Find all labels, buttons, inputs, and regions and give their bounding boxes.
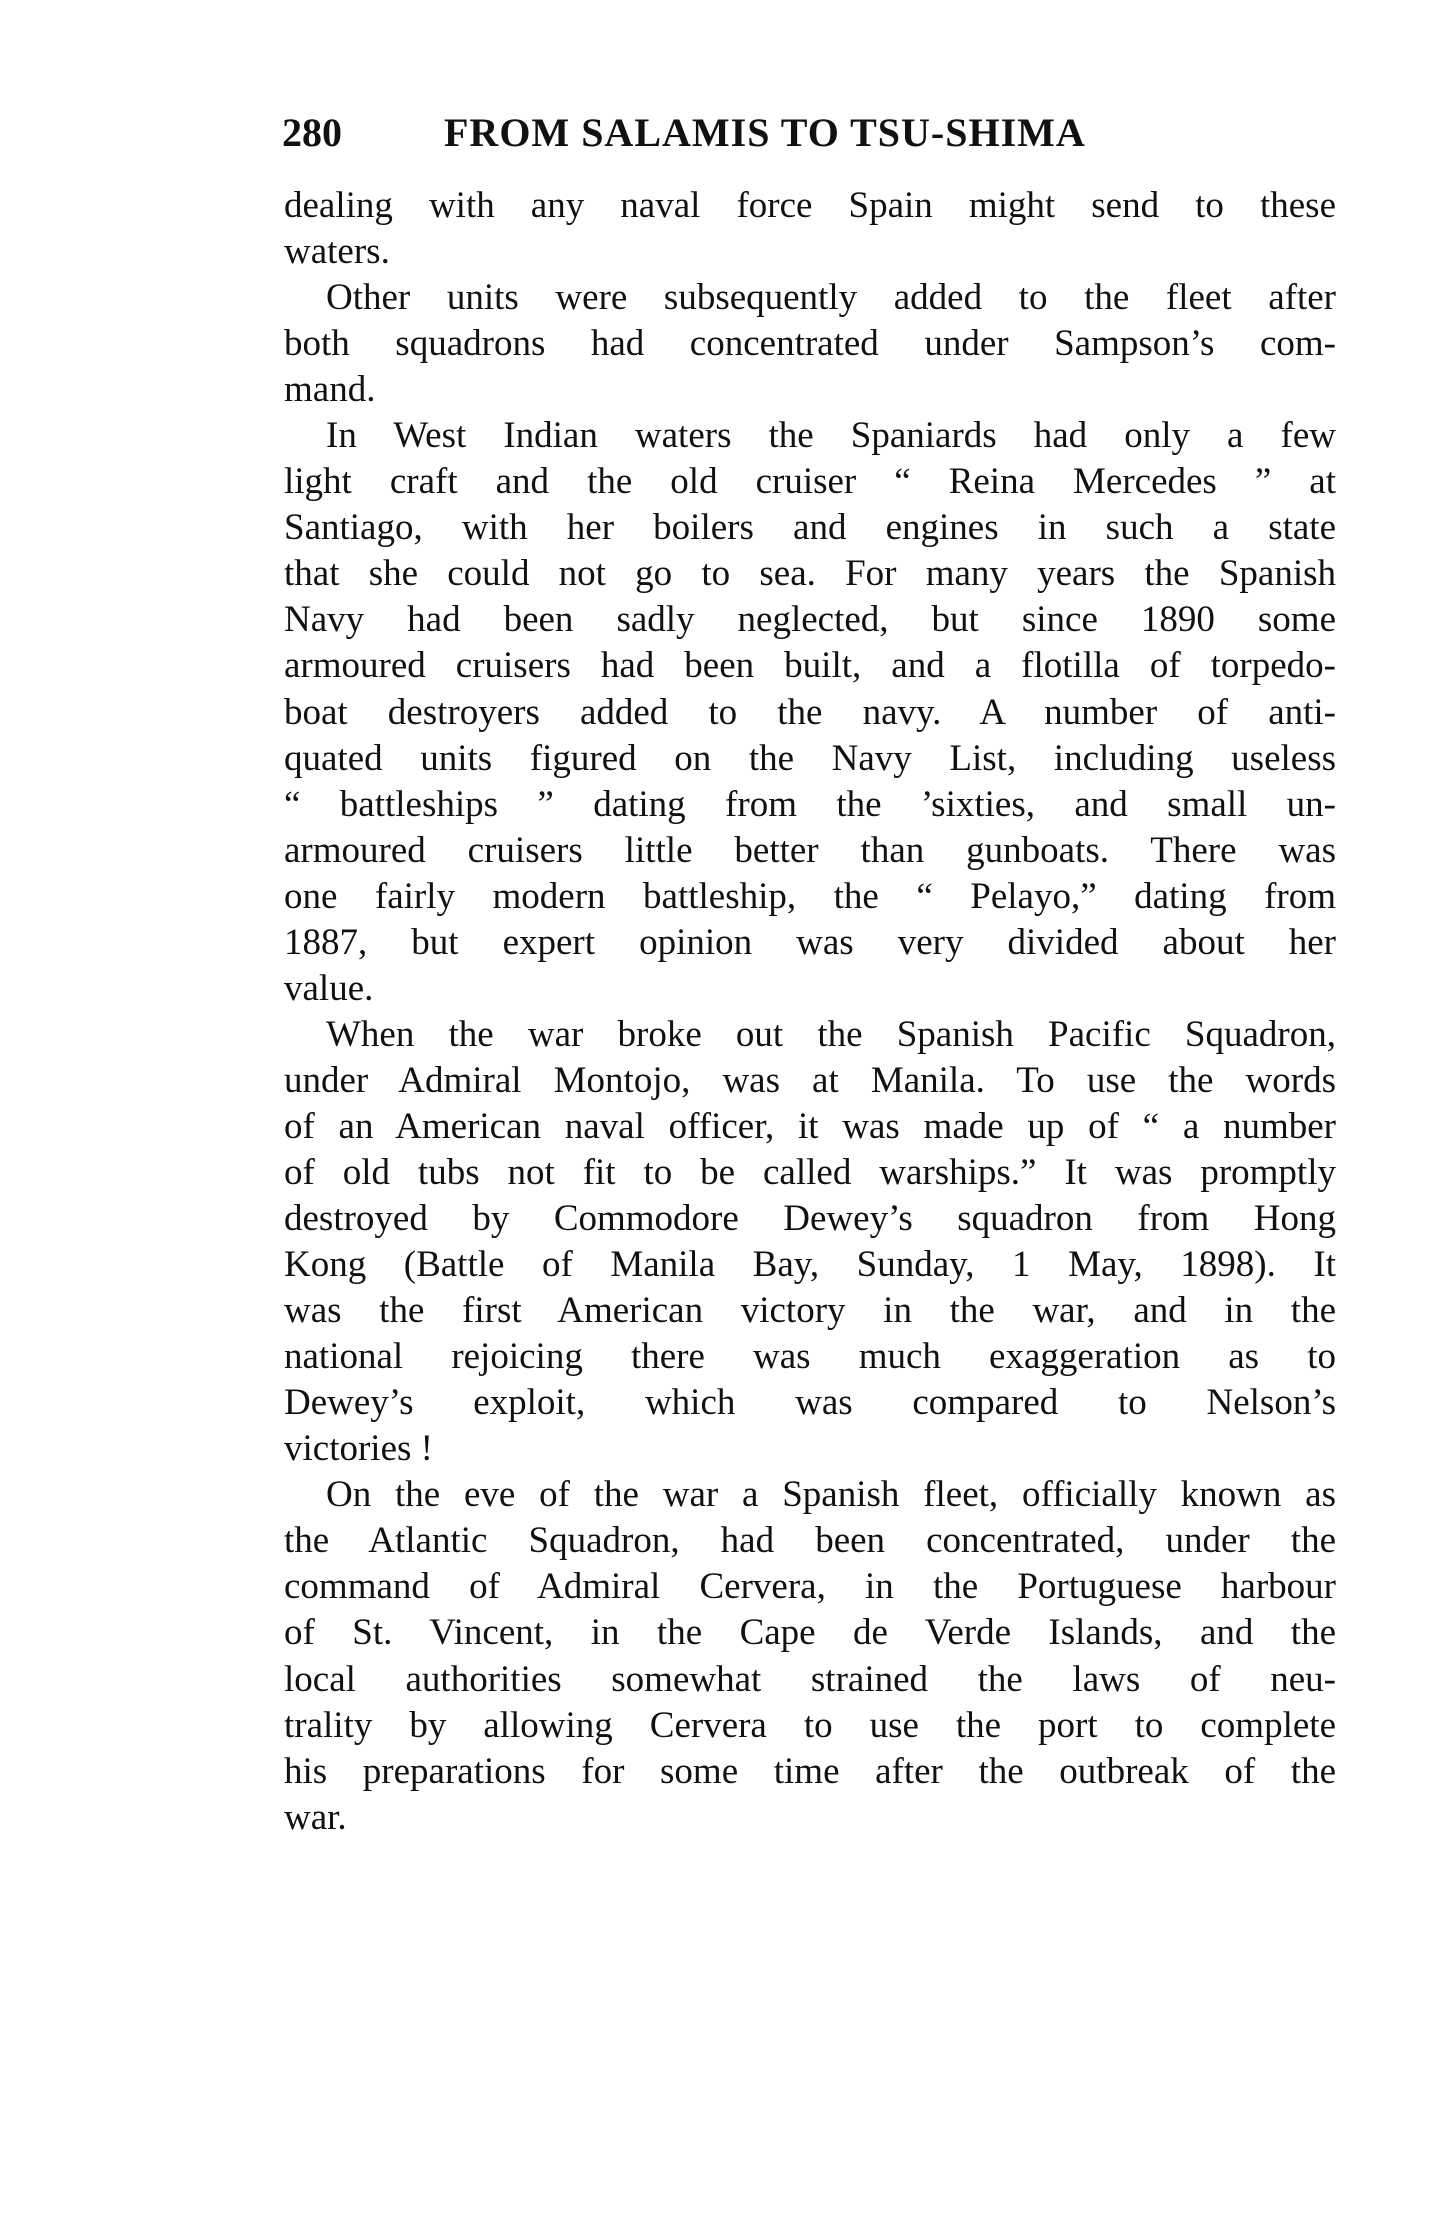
text-line: In West Indian waters the Spaniards had only a few — [326, 415, 1336, 457]
paragraph — [284, 413, 1336, 1012]
text-line: the Atlantic Squadron, had been concentrated, under the — [284, 1520, 1336, 1562]
text-line: that she could not go to sea. For many years the Spanish — [284, 553, 1336, 595]
text-line: On the eve of the war a Spanish fleet, officially known as — [326, 1474, 1336, 1516]
text-line: of old tubs not fit to be called warships.” It was promptly — [284, 1151, 1336, 1193]
text-line: local authorities somewhat strained the laws of neu- — [284, 1658, 1336, 1700]
text-line: war. — [284, 1796, 347, 1838]
paragraph — [284, 1472, 1336, 1840]
running-title: FROM SALAMIS TO TSU-SHIMA — [444, 110, 1086, 155]
text-line: of St. Vincent, in the Cape de Verde Islands, and the — [284, 1612, 1336, 1654]
text-line: Navy had been sadly neglected, but since 1890 some — [284, 599, 1336, 641]
text-line: boat destroyers added to the navy. A number of anti- — [284, 691, 1336, 733]
text-line: light craft and the old cruiser “ Reina Mercedes ” at — [284, 461, 1336, 503]
text-line: quated units figured on the Navy List, including useless — [284, 737, 1336, 779]
text-line: trality by allowing Cervera to use the port to complete — [284, 1704, 1336, 1746]
text-line: victories ! — [284, 1428, 433, 1470]
page-body — [284, 183, 1336, 1841]
text-line: destroyed by Commodore Dewey’s squadron from Hong — [284, 1198, 1336, 1240]
text-line: mand. — [284, 369, 376, 411]
text-line: his preparations for some time after the outbreak of the — [284, 1750, 1336, 1792]
text-line: waters. — [284, 231, 390, 273]
text-line: both squadrons had concentrated under Sampson’s com- — [284, 323, 1336, 365]
text-line: of an American naval officer, it was made up of “ a number — [284, 1105, 1336, 1147]
text-line: “ battleships ” dating from the ’sixties, and small un- — [284, 783, 1336, 825]
text-line: command of Admiral Cervera, in the Portuguese harbour — [284, 1566, 1336, 1608]
text-line: Dewey’s exploit, which was compared to Nelson’s — [284, 1382, 1336, 1424]
text-line: one fairly modern battleship, the “ Pelayo,” dating from — [284, 875, 1336, 917]
text-line: under Admiral Montojo, was at Manila. To use the words — [284, 1059, 1336, 1101]
text-line: armoured cruisers little better than gunboats. There was — [284, 829, 1336, 871]
text-line: dealing with any naval force Spain might send to these — [284, 185, 1336, 226]
paragraph — [284, 183, 1336, 275]
paragraph — [284, 1012, 1336, 1472]
text-line: 1887, but expert opinion was very divided about her — [284, 921, 1336, 963]
text-line: Other units were subsequently added to the fleet after — [326, 277, 1336, 319]
paragraph — [284, 275, 1336, 413]
text-line: Kong (Battle of Manila Bay, Sunday, 1 May, 1898). It — [284, 1244, 1336, 1286]
text-line: national rejoicing there was much exaggeration as to — [284, 1336, 1336, 1378]
text-line: armoured cruisers had been built, and a flotilla of torpedo- — [284, 645, 1336, 687]
text-line: was the first American victory in the war, and in the — [284, 1290, 1336, 1332]
text-line: When the war broke out the Spanish Pacific Squadron, — [326, 1013, 1336, 1055]
text-line: value. — [284, 967, 374, 1009]
page-number: 280 — [282, 110, 342, 155]
text-line: Santiago, with her boilers and engines in such a state — [284, 507, 1336, 549]
